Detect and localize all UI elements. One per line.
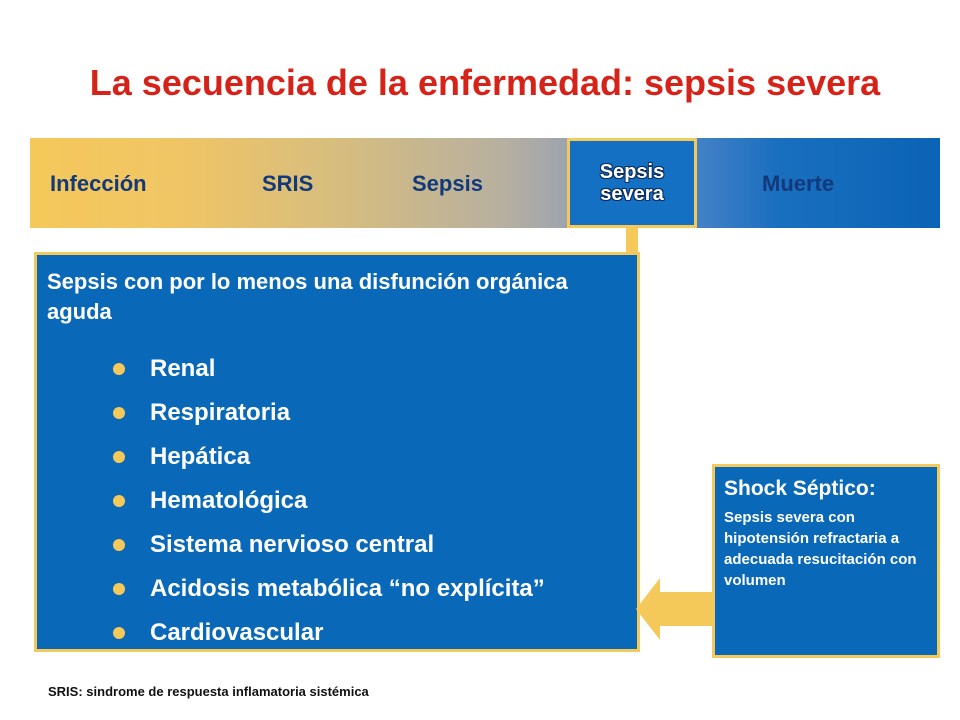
list-item: Renal <box>113 347 545 391</box>
list-item: Acidosis metabólica “no explícita” <box>113 567 545 611</box>
list-item: Hepática <box>113 435 545 479</box>
bullet-icon <box>113 539 125 551</box>
septic-shock-box <box>712 464 940 658</box>
slide-title: La secuencia de la enfermedad: sepsis severa <box>89 62 881 103</box>
bullet-icon <box>113 627 125 639</box>
list-item: Sistema nervioso central <box>113 523 545 567</box>
organ-dysfunction-list <box>113 347 545 655</box>
footnote: SRIS: sindrome de respuesta inflamatoria sistémica <box>48 684 369 699</box>
stage-connector <box>626 228 638 254</box>
stage-death: Muerte <box>762 171 835 196</box>
stage-severe-sepsis <box>567 138 697 228</box>
bullet-icon <box>113 407 125 419</box>
list-item: Hematológica <box>113 479 545 523</box>
bullet-icon <box>113 363 125 375</box>
septic-shock-description: Sepsis severa con hipotensión refractaria a adecuada resucitación con volumen <box>724 509 917 589</box>
organ-dysfunction-box <box>34 252 640 652</box>
stage-infection: Infección <box>50 171 147 196</box>
arrow-left-icon <box>636 578 716 640</box>
stage-severe-sepsis-label: Sepsis severa <box>599 161 665 205</box>
bullet-icon <box>113 495 125 507</box>
list-item: Cardiovascular <box>113 611 545 655</box>
bullet-icon <box>113 583 125 595</box>
stage-sris: SRIS <box>262 171 314 196</box>
organ-dysfunction-heading: Sepsis con por lo menos una disfunción orgánica aguda <box>47 269 568 324</box>
bullet-icon <box>113 451 125 463</box>
list-item: Respiratoria <box>113 391 545 435</box>
septic-shock-title: Shock Séptico: <box>724 477 876 500</box>
stage-sepsis: Sepsis <box>412 171 483 196</box>
